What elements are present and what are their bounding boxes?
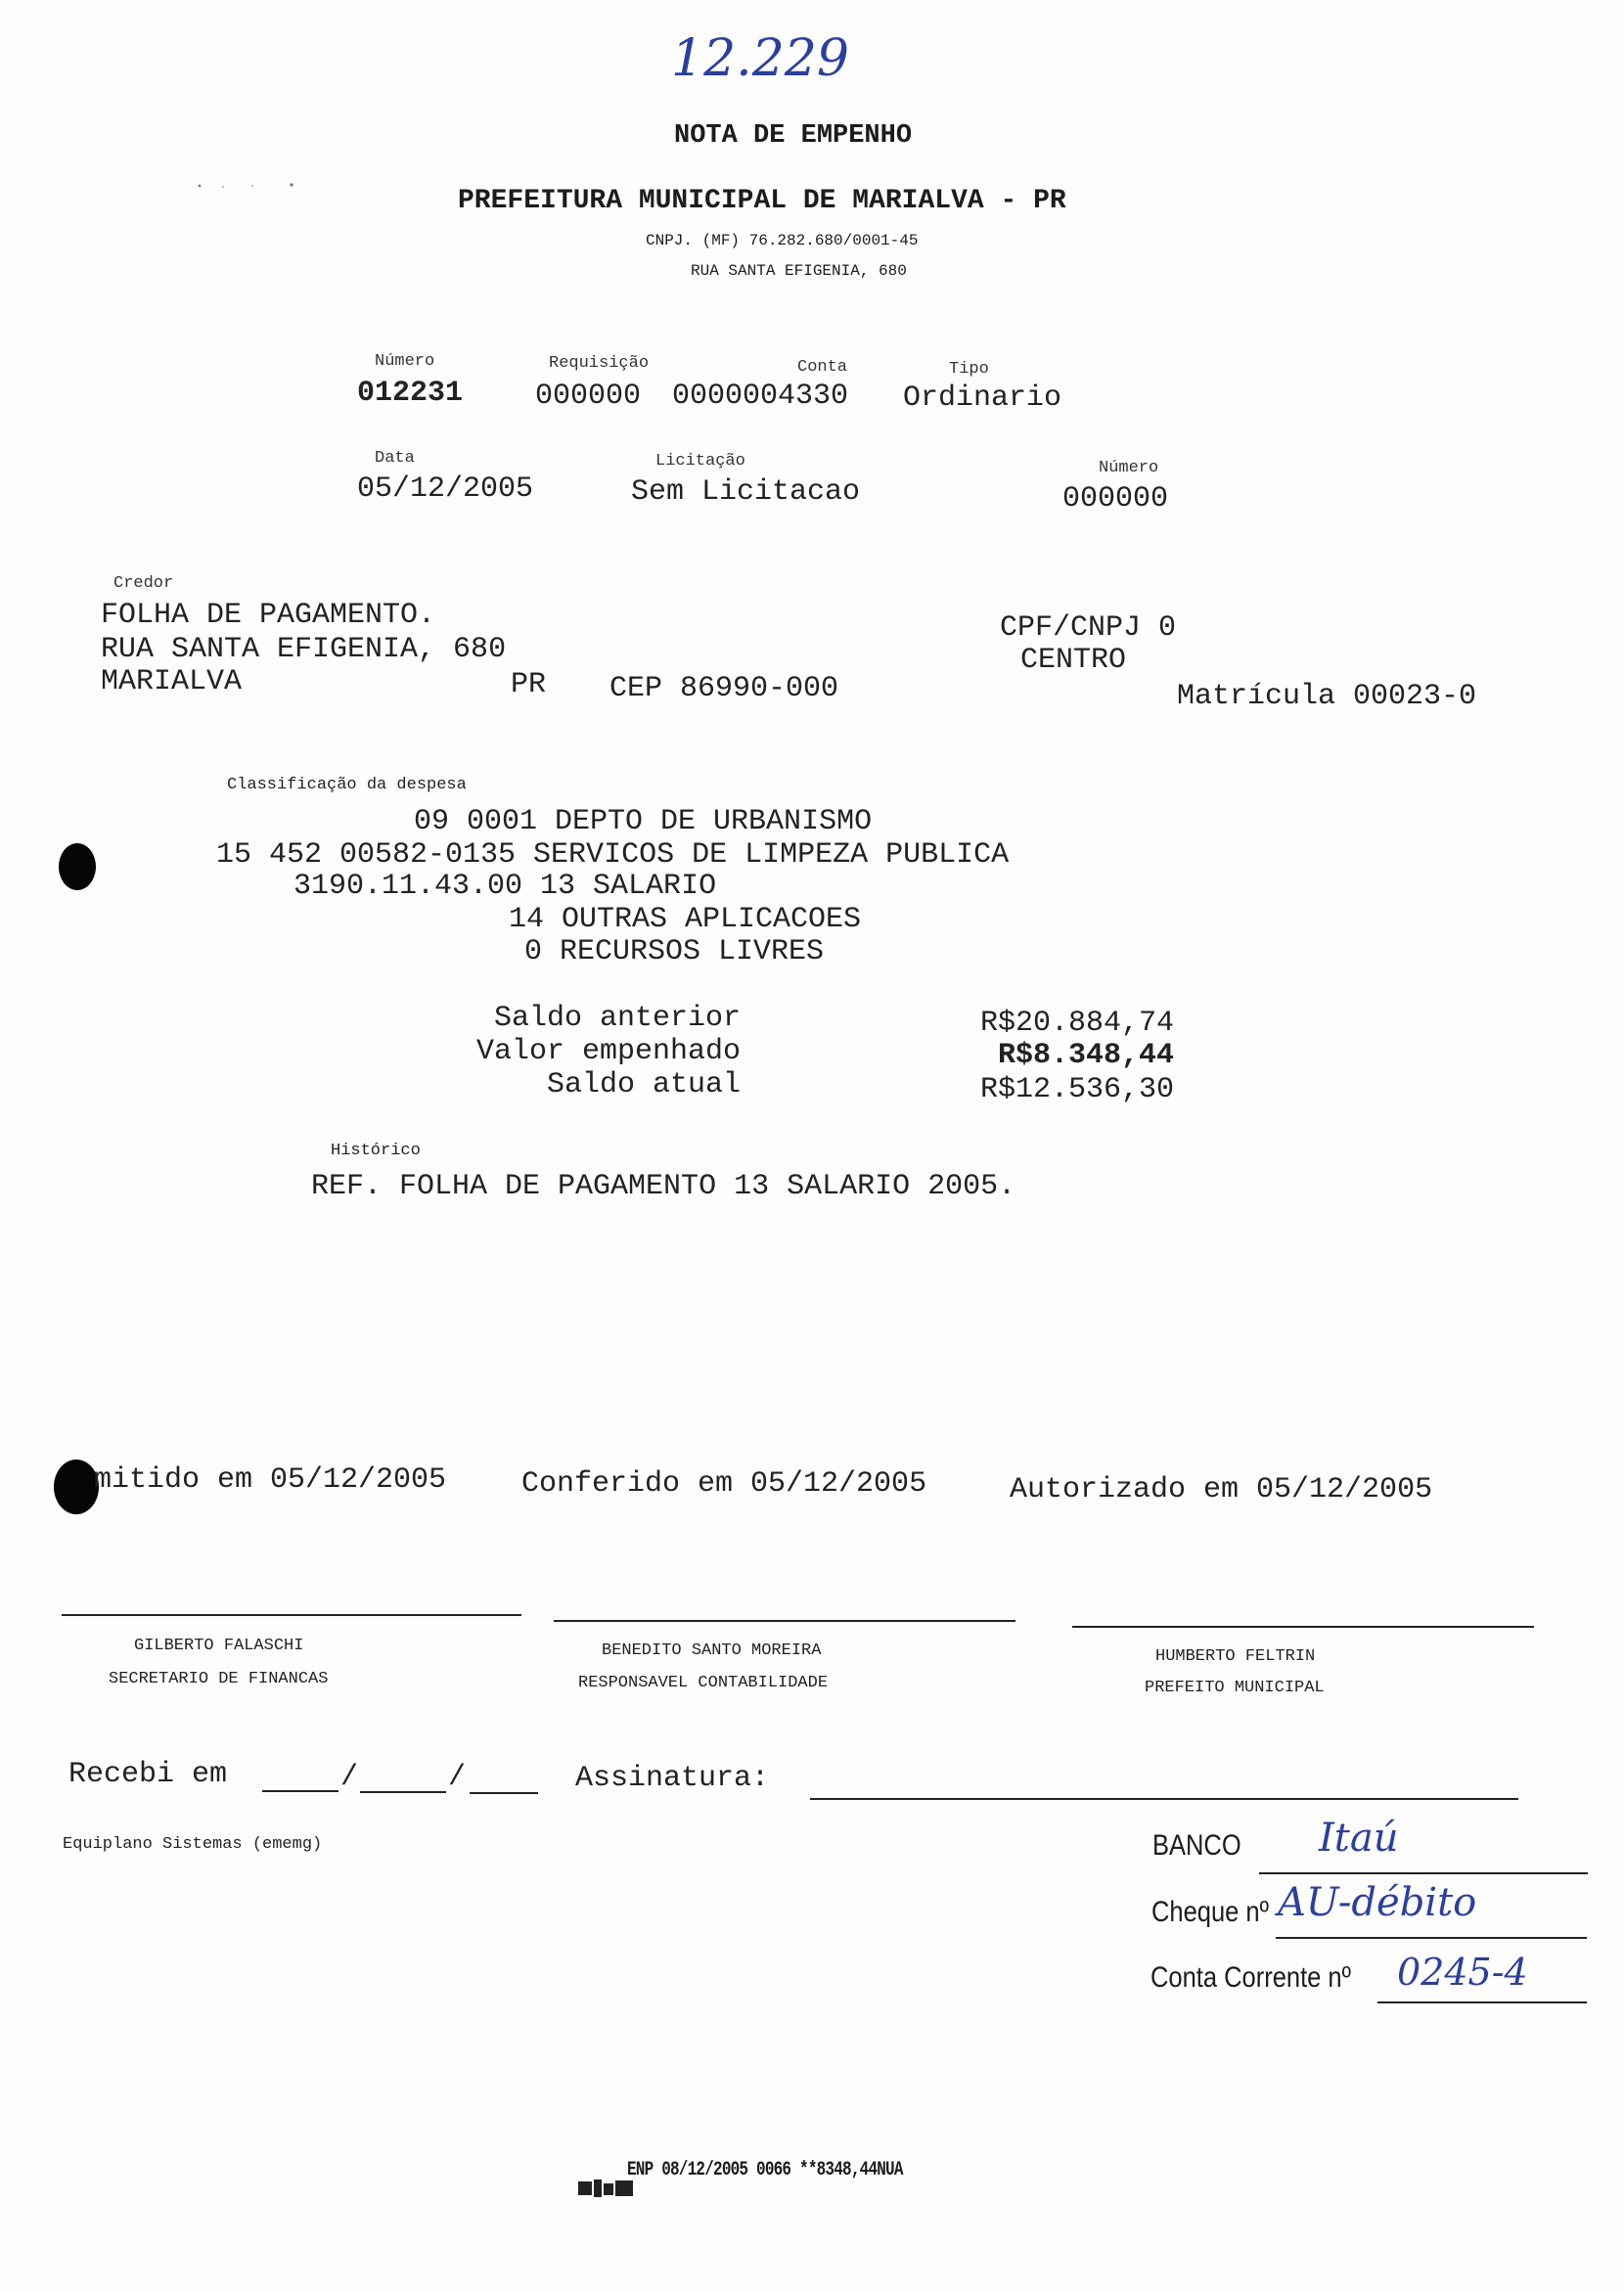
recebi-day-line (262, 1790, 338, 1792)
date-slash-icon: / (340, 1761, 359, 1794)
assinatura-line (810, 1798, 1518, 1800)
saldo-atual-value: R$12.536,30 (979, 1073, 1174, 1106)
machine-stamp: ENP 08/12/2005 0066 **8348,44NUA (627, 2159, 903, 2181)
date-slash-icon: / (448, 1761, 467, 1794)
org-name: PREFEITURA MUNICIPAL DE MARIALVA - PR (458, 186, 1066, 216)
credor-label: Credor (113, 574, 174, 593)
emitido-date: mitido em 05/12/2005 (94, 1463, 447, 1497)
system-footer: Equiplano Sistemas (ememg) (63, 1835, 323, 1854)
classificacao-line: 3190.11.43.00 13 SALARIO (293, 870, 717, 903)
document-title: NOTA DE EMPENHO (674, 121, 913, 151)
conta-corrente-value: 0245-4 (1397, 1951, 1528, 1994)
recebi-year-line (470, 1792, 538, 1794)
credor-bairro: CENTRO (1020, 644, 1127, 677)
credor-cep: CEP 86990-000 (609, 672, 839, 705)
saldo-anterior-label: Saldo anterior (493, 1002, 741, 1035)
scan-speckle (157, 159, 264, 167)
banco-value: Itaú (1319, 1816, 1399, 1861)
data-label: Data (375, 449, 415, 468)
banco-line (1259, 1872, 1588, 1874)
conta-value: 0000004330 (672, 380, 849, 413)
classificacao-line: 09 0001 DEPTO DE URBANISMO (414, 805, 873, 838)
classificacao-label: Classificação da despesa (227, 776, 467, 794)
signatory-role: RESPONSAVEL CONTABILIDADE (578, 1674, 829, 1692)
credor-uf: PR (511, 668, 547, 701)
cheque-line (1276, 1937, 1587, 1939)
punch-hole-lower (54, 1460, 99, 1514)
conta-corrente-line (1377, 2001, 1587, 2003)
credor-cpf-cnpj: CPF/CNPJ 0 (1000, 611, 1177, 645)
credor-nome: FOLHA DE PAGAMENTO. (101, 599, 436, 632)
valor-empenhado-value: R$8.348,44 (997, 1039, 1174, 1072)
requisicao-label: Requisição (549, 354, 650, 373)
numero2-label: Número (1099, 459, 1159, 477)
historico-label: Histórico (331, 1142, 421, 1160)
signatory-name: BENEDITO SANTO MOREIRA (602, 1641, 822, 1660)
classificacao-line: 15 452 00582-0135 SERVICOS DE LIMPEZA PUBLICA (216, 838, 1010, 872)
banco-label: BANCO (1152, 1829, 1241, 1862)
assinatura-label: Assinatura: (575, 1762, 770, 1795)
handwritten-number: 12.229 (671, 29, 849, 88)
recebi-label: Recebi em (68, 1758, 228, 1791)
punch-hole-upper (59, 843, 96, 890)
conta-corrente-label: Conta Corrente nº (1150, 1961, 1351, 1994)
org-address: RUA SANTA EFIGENIA, 680 (691, 262, 907, 280)
saldo-anterior-value: R$20.884,74 (979, 1007, 1174, 1040)
conferido-date: Conferido em 05/12/2005 (521, 1467, 927, 1501)
signatory-role: PREFEITO MUNICIPAL (1145, 1679, 1325, 1697)
requisicao-value: 000000 (535, 380, 642, 413)
signatory-name: GILBERTO FALASCHI (134, 1637, 304, 1655)
valor-empenhado-label: Valor empenhado (475, 1035, 741, 1068)
signature-line (1072, 1626, 1534, 1628)
historico-text: REF. FOLHA DE PAGAMENTO 13 SALARIO 2005. (311, 1170, 1016, 1203)
cheque-value: AU-débito (1278, 1880, 1477, 1925)
tipo-label: Tipo (949, 360, 989, 379)
saldo-atual-label: Saldo atual (546, 1068, 741, 1101)
autorizado-date: Autorizado em 05/12/2005 (1010, 1473, 1433, 1506)
data-value: 05/12/2005 (357, 472, 534, 506)
signatory-name: HUMBERTO FELTRIN (1155, 1647, 1316, 1666)
org-cnpj: CNPJ. (MF) 76.282.680/0001-45 (646, 232, 919, 249)
conta-label: Conta (797, 358, 848, 377)
stamp-mark-icon (541, 2160, 598, 2181)
numero2-value: 000000 (1062, 482, 1169, 516)
signature-line (62, 1614, 521, 1616)
cheque-label: Cheque nº (1151, 1896, 1269, 1928)
licitacao-value: Sem Licitacao (631, 475, 861, 509)
classificacao-line: 14 OUTRAS APLICACOES (509, 903, 862, 936)
credor-matricula: Matrícula 00023-0 (1177, 680, 1477, 713)
classificacao-line: 0 RECURSOS LIVRES (524, 935, 825, 968)
licitacao-label: Licitação (655, 452, 745, 471)
recebi-month-line (360, 1791, 446, 1793)
signatory-role: SECRETARIO DE FINANCAS (109, 1670, 329, 1688)
numero-label: Número (375, 352, 435, 371)
signature-line (554, 1620, 1015, 1622)
credor-cidade: MARIALVA (101, 665, 243, 698)
tipo-value: Ordinario (903, 382, 1062, 415)
numero-value: 012231 (357, 377, 464, 410)
credor-endereco: RUA SANTA EFIGENIA, 680 (101, 633, 507, 666)
